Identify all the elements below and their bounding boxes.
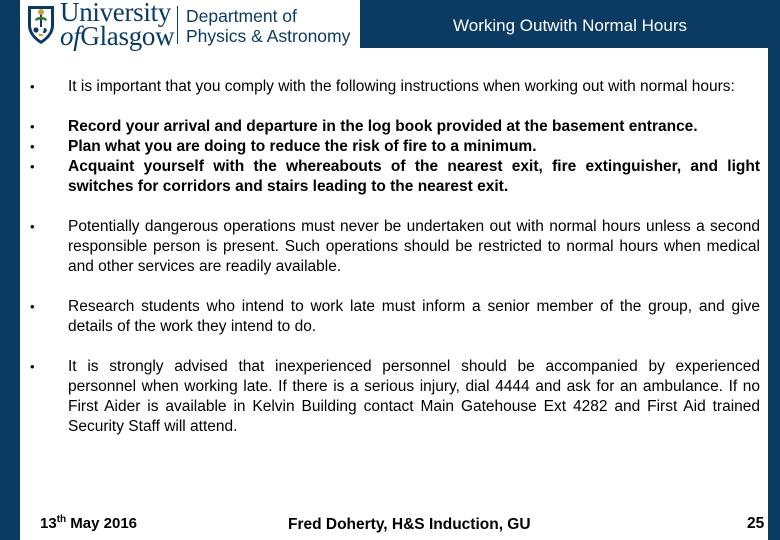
university-logo: [20, 0, 360, 51]
bullet-icon: •: [30, 219, 35, 234]
bullet-item: [28, 137, 760, 157]
university-name-line1: University: [60, 0, 171, 27]
department-name-line1: Department of: [186, 6, 297, 26]
bullet-item: [28, 157, 760, 197]
university-glasgow: Glasgow: [80, 21, 175, 51]
logo-divider: [177, 6, 178, 44]
university-of: of: [60, 21, 81, 51]
bullet-icon: •: [30, 359, 35, 374]
right-brand-bar: [768, 0, 780, 540]
department-name-line2: Physics & Astronomy: [186, 26, 351, 46]
bullet-list: [28, 77, 760, 437]
bullet-item: [28, 117, 760, 137]
footer-presenter: Fred Doherty, H&S Induction, GU: [288, 516, 531, 533]
bullet-text: It is important that you comply with the following instructions when working out with normal hours:: [68, 78, 735, 95]
page-number: 25: [747, 515, 765, 532]
footer-date-suffix: th: [56, 514, 67, 525]
slide-title: Working Outwith Normal Hours: [453, 16, 687, 35]
bullet-icon: •: [30, 119, 35, 134]
bullet-text: Record your arrival and departure in the log book provided at the basement entrance.: [68, 118, 698, 135]
bullet-item: [28, 357, 760, 437]
bullet-item: [28, 297, 760, 337]
bullet-text: Acquaint yourself with the whereabouts of the nearest exit, fire extinguisher, and light switches for corridors and stairs leading to the nearest exit.: [68, 158, 760, 195]
footer-date: [40, 514, 137, 534]
bullet-item: [28, 77, 760, 97]
footer-date-rest: May 2016: [66, 515, 138, 532]
bullet-icon: •: [30, 159, 35, 174]
bullet-icon: •: [30, 139, 35, 154]
header-bar: [0, 0, 780, 51]
bullet-text: Research students who intend to work late must inform a senior member of the group, and give details of the work they intend to do.: [68, 298, 760, 335]
bullet-text: It is strongly advised that inexperienced personnel should be accompanied by experienced personnel when working late. If there is a serious injury, dial 4444 and ask for an ambulance. If no First Aider is available in Kelvin Building contact Main Gatehouse Ext 4282 and First Aid trained Security Staff will attend.: [68, 358, 760, 435]
bullet-text: Potentially dangerous operations must never be undertaken out with normal hours unless a second responsible person is present. Such operations should be restricted to normal hours when medical and other services are readily available.: [68, 218, 760, 275]
bullet-icon: •: [30, 79, 35, 94]
university-crest-icon: [26, 3, 56, 45]
bullet-icon: •: [30, 299, 35, 314]
bullet-item: [28, 217, 760, 277]
left-brand-bar: [0, 0, 20, 540]
bullet-text: Plan what you are doing to reduce the risk of fire to a minimum.: [68, 138, 537, 155]
footer-date-day: 13: [40, 515, 57, 532]
university-name-line2: [60, 21, 174, 51]
